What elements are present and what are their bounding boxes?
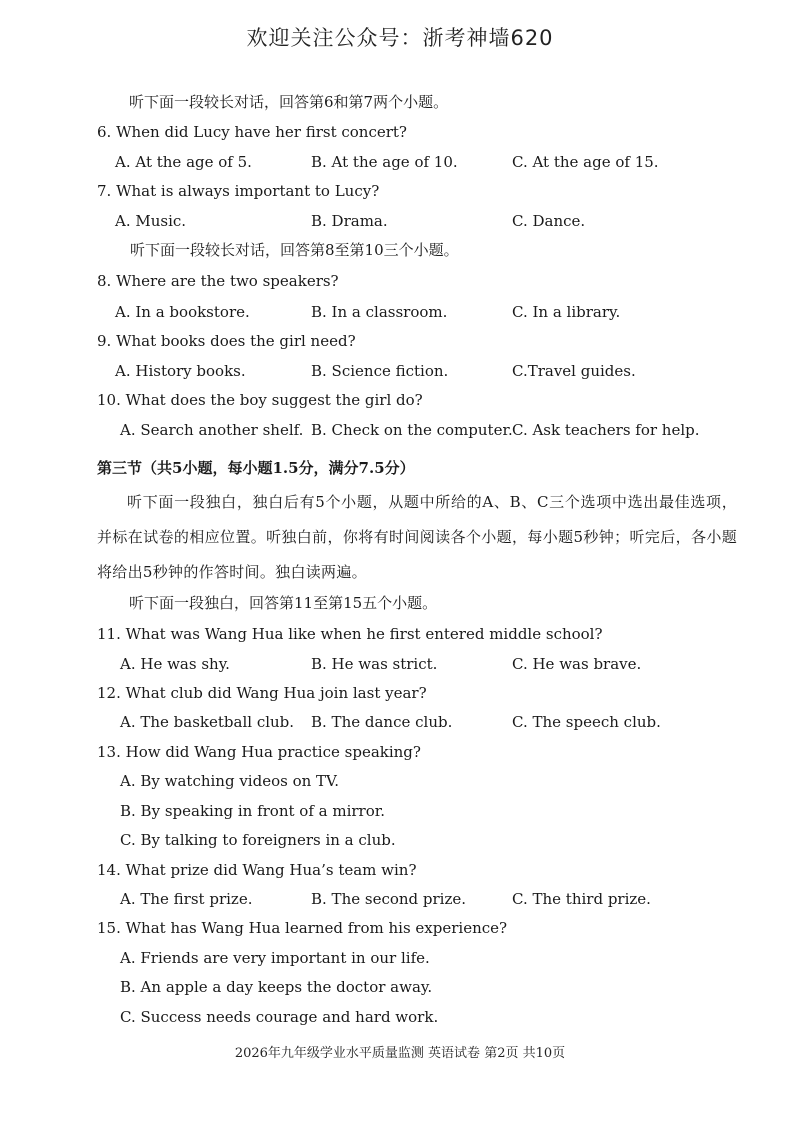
option-a: A. Search another shelf. xyxy=(120,421,304,439)
option-c: C. By talking to foreigners in a club. xyxy=(120,831,396,849)
option-c: C. Dance. xyxy=(512,212,586,230)
option-a: A. At the age of 5. xyxy=(115,153,252,171)
option-c: C. The third prize. xyxy=(512,890,651,908)
option-c: C. The speech club. xyxy=(512,713,661,731)
question-stem: 10. What does the boy suggest the girl do? xyxy=(97,391,423,409)
instruction-q11-15: 听下面一段独白，回答第11至第15五个小题。 xyxy=(129,594,438,612)
question-stem: 14. What prize did Wang Hua’s team win? xyxy=(97,861,417,879)
question-stem: 6. When did Lucy have her first concert? xyxy=(97,123,407,141)
option-b: B. In a classroom. xyxy=(311,303,448,321)
instruction-q6-7: 听下面一段较长对话，回答第6和第7两个小题。 xyxy=(129,93,449,111)
section-instructions: 听下面一段独白，独白后有5个小题，从题中所给的A、B、C三个选项中选出最佳选项，并标在试卷的相应位置。听独白前，你将有时间阅读各个小题，每小题5秒钟；听完后，各小题将给出5秒钟的作答时间。独白读两遍。 xyxy=(97,493,737,581)
option-b: B. By speaking in front of a mirror. xyxy=(120,802,386,820)
question-stem: 15. What has Wang Hua learned from his experience? xyxy=(97,919,508,937)
option-a: A. The first prize. xyxy=(120,890,253,908)
question-stem: 12. What club did Wang Hua join last year? xyxy=(97,684,427,702)
option-a: A. He was shy. xyxy=(120,655,230,673)
option-a: A. The basketball club. xyxy=(120,713,295,731)
question-stem: 11. What was Wang Hua like when he first entered middle school? xyxy=(97,625,603,643)
question-stem: 9. What books does the girl need? xyxy=(97,332,356,350)
question-stem: 8. Where are the two speakers? xyxy=(97,272,339,290)
page-header: 欢迎关注公众号：浙考神墙620 xyxy=(246,26,554,50)
question-stem: 7. What is always important to Lucy? xyxy=(97,182,380,200)
option-b: B. An apple a day keeps the doctor away. xyxy=(120,978,433,996)
option-c: C. At the age of 15. xyxy=(512,153,659,171)
option-c: C.Travel guides. xyxy=(512,362,636,380)
option-c: C. In a library. xyxy=(512,303,621,321)
instruction-q8-10: 听下面一段较长对话，回答第8至第10三个小题。 xyxy=(130,241,459,259)
page-footer: 2026年九年级学业水平质量监测 英语试卷 第2页 共10页 xyxy=(234,1046,566,1061)
option-a: A. Friends are very important in our life. xyxy=(120,949,430,967)
option-a: A. History books. xyxy=(115,362,246,380)
option-b: B. Check on the computer. xyxy=(311,421,513,439)
option-b: B. Drama. xyxy=(311,212,388,230)
option-a: A. Music. xyxy=(115,212,187,230)
option-c: C. Ask teachers for help. xyxy=(512,421,700,439)
option-b: B. He was strict. xyxy=(311,655,438,673)
option-a: A. In a bookstore. xyxy=(115,303,250,321)
section-title: 第三节（共5小题，每小题1.5分，满分7.5分） xyxy=(97,459,415,477)
option-b: B. The second prize. xyxy=(311,890,467,908)
option-c: C. He was brave. xyxy=(512,655,642,673)
question-stem: 13. How did Wang Hua practice speaking? xyxy=(97,743,421,761)
option-b: B. At the age of 10. xyxy=(311,153,458,171)
option-a: A. By watching videos on TV. xyxy=(120,772,340,790)
option-b: B. Science fiction. xyxy=(311,362,449,380)
option-c: C. Success needs courage and hard work. xyxy=(120,1008,439,1026)
option-b: B. The dance club. xyxy=(311,713,453,731)
